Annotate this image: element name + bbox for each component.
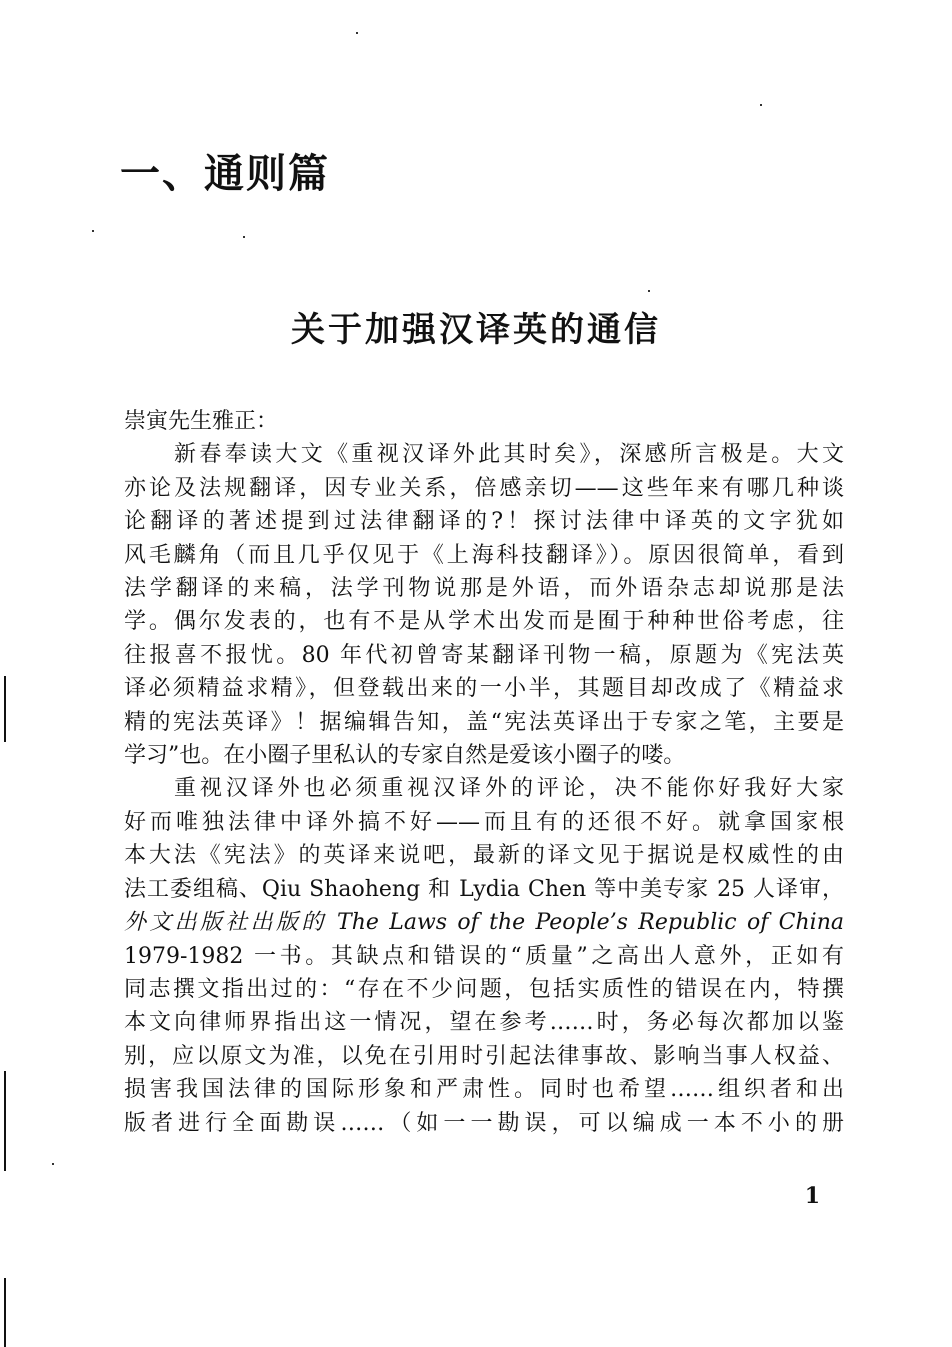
- text-line: 译必须精益求精》，但登载出来的一小半，其题目却改成了《精益求: [124, 676, 844, 702]
- scan-speck: [52, 1163, 54, 1165]
- text-line: 法学翻译的来稿，法学刊物说那是外语，而外语杂志却说那是法: [124, 576, 844, 602]
- text-line: 外文出版社出版的 The Laws of the People’s Republic of China: [124, 910, 844, 936]
- scan-speck: [760, 104, 762, 106]
- text-line: 本大法《宪法》的英译来说吧，最新的译文见于据说是权威性的由: [124, 843, 844, 869]
- paragraph-2: [124, 772, 844, 1139]
- text-line: 同志撰文指出过的：“存在不少问题，包括实质性的错误在内，特撰: [124, 976, 844, 1002]
- text-line: 本文向律师界指出这一情况，望在参考……时，务必每次都加以鉴: [124, 1010, 844, 1036]
- paragraph-1: [124, 438, 844, 772]
- text-line: 损害我国法律的国际形象和严肃性。同时也希望……组织者和出: [124, 1077, 844, 1103]
- letter-body: [124, 405, 844, 1140]
- text-line: 法工委组稿、Qiu Shaoheng 和 Lydia Chen 等中美专家 25 人译审，: [124, 876, 844, 902]
- text-line: 好而唯独法律中译外搞不好——而且有的还很不好。就拿国家根: [124, 809, 844, 835]
- text-line: 亦论及法规翻译，因专业关系，倍感亲切——这些年来有哪几种谈: [124, 475, 844, 501]
- article-title: 关于加强汉译英的通信: [291, 310, 661, 350]
- text-line: 精的宪法英译》！据编辑告知，盖“宪法英译出于专家之笔，主要是: [124, 709, 844, 735]
- section-title: 一、通则篇: [120, 151, 330, 197]
- scan-speck: [648, 290, 650, 292]
- scan-edge-mark: [4, 676, 6, 742]
- salutation: 崇寅先生雅正：: [124, 409, 279, 434]
- scan-edge-mark: [4, 1278, 6, 1347]
- text-line: 论翻译的著述提到过法律翻译的?！探讨法律中译英的文字犹如: [124, 509, 844, 535]
- text-line: 新春奉读大文《重视汉译外此其时矣》，深感所言极是。大文: [174, 442, 844, 468]
- text-line: 版者进行全面勘误……（如一一勘误，可以编成一本不小的册: [124, 1110, 844, 1136]
- text-line: 学。偶尔发表的，也有不是从学术出发而是囿于种种世俗考虑，往: [124, 609, 844, 635]
- page-number: 1: [804, 1183, 820, 1209]
- text-line: 风毛麟角（而且几乎仅见于《上海科技翻译》）。原因很简单，看到: [124, 542, 844, 568]
- text-line: 往报喜不报忧。80 年代初曾寄某翻译刊物一稿，原题为《宪法英: [124, 642, 844, 668]
- scan-edge-mark: [4, 1071, 6, 1171]
- scan-speck: [92, 230, 94, 232]
- scan-speck: [356, 32, 358, 34]
- text-line: 1979-1982 一书。其缺点和错误的“质量”之高出人意外，正如有: [124, 943, 844, 969]
- scan-speck: [243, 236, 245, 238]
- text-line: 别，应以原文为准，以免在引用时引起法律事故、影响当事人权益、: [124, 1043, 844, 1069]
- text-line: 重视汉译外也必须重视汉译外的评论，决不能你好我好大家: [174, 776, 844, 802]
- text-line: 学习”也。在小圈子里私认的专家自然是爱该小圈子的喽。: [124, 743, 686, 769]
